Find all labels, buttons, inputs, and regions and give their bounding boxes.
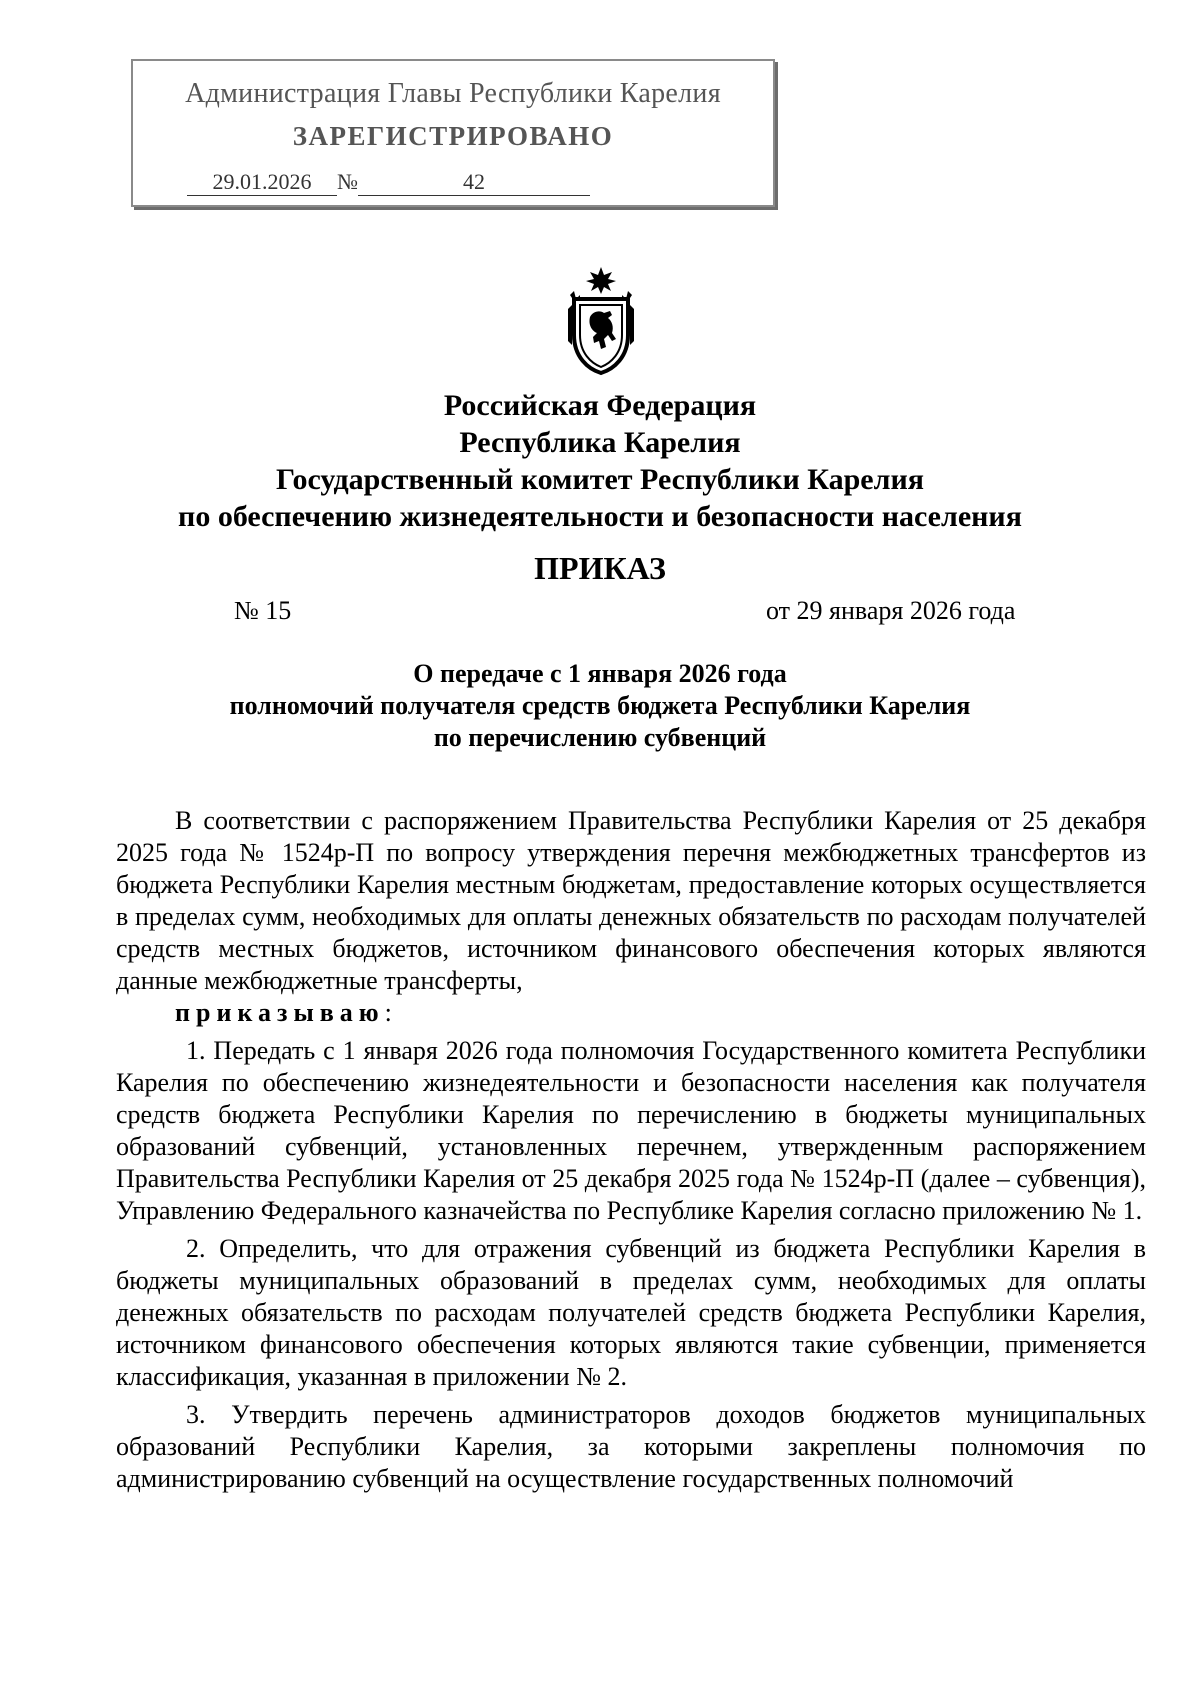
order-item-3: 3. Утвердить перечень администраторов доходов бюджетов муниципальных образований Республики Карелия, за которыми закреплены полномочия по администрированию субвенций на осуществление государственных полномочий xyxy=(116,1400,1146,1493)
document-number: № 15 xyxy=(234,596,292,625)
stamp-organization: Администрация Главы Республики Карелия xyxy=(185,78,721,109)
order-word xyxy=(116,997,1146,1029)
order-word-text: приказываю xyxy=(175,998,385,1027)
order-item-2: 2. Определить, что для отражения субвенций из бюджета Республики Карелия в бюджеты муниципальных образований в пределах сумм, необходимых для оплаты денежных обязательств по расходам получателей средств бюджета Республики Карелия, источником финансового обеспечения которых являются такие субвенции, применяется классификация, указанная в приложении № 2. xyxy=(116,1234,1146,1391)
preamble-paragraph: В соответствии с распоряжением Правительства Республики Карелия от 25 декабря 2025 года № 1524р-П по вопросу утверждения перечня межбюджетных трансфертов из бюджета Республики Карелия местным бюджетам, предоставление которых осуществляется в пределах сумм, необходимых для оплаты денежных обязательств по расходам получателей средств местных бюджетов, источником финансового обеспечения которых являются данные межбюджетные трансферты, xyxy=(116,806,1146,995)
document-body xyxy=(116,805,1146,1495)
header-committee: Государственный комитет Республики Карелия xyxy=(276,463,924,496)
stamp-registration-line xyxy=(187,169,590,196)
registration-stamp xyxy=(131,59,775,207)
stamp-status: ЗАРЕГИСТРИРОВАНО xyxy=(292,121,614,151)
document-subject xyxy=(0,658,1200,754)
stamp-date: 29.01.2026 xyxy=(187,169,337,196)
stamp-number: 42 xyxy=(358,169,590,196)
header-committee-scope: по обеспечению жизнедеятельности и безопасности населения xyxy=(178,500,1022,533)
order-word-colon: : xyxy=(384,998,392,1027)
subject-line-3: по перечислению субвенций xyxy=(433,723,767,752)
stamp-number-label: № xyxy=(337,169,358,194)
header-region: Республика Карелия xyxy=(459,426,741,459)
issuer-header xyxy=(0,387,1200,535)
document-date: от 29 января 2026 года xyxy=(766,596,1016,625)
order-item-1: 1. Передать с 1 января 2026 года полномочия Государственного комитета Республики Карелия по обеспечению жизнедеятельности и безопасности населения как получателя средств бюджета Республики Карелия по перечислению в бюджеты муниципальных образований субвенций, установленных перечнем, утвержденным распоряжением Правительства Республики Карелия от 25 декабря 2025 года № 1524р-П (далее – субвенция), Управлению Федерального казначейства по Республике Карелия согласно приложению № 1. xyxy=(116,1036,1146,1225)
subject-line-2: полномочий получателя средств бюджета Республики Карелия xyxy=(229,691,971,720)
subject-line-1: О передаче с 1 января 2026 года xyxy=(413,659,787,688)
document-type: ПРИКАЗ xyxy=(534,550,666,586)
header-country: Российская Федерация xyxy=(443,389,757,422)
karelia-coat-of-arms-icon xyxy=(560,265,642,377)
